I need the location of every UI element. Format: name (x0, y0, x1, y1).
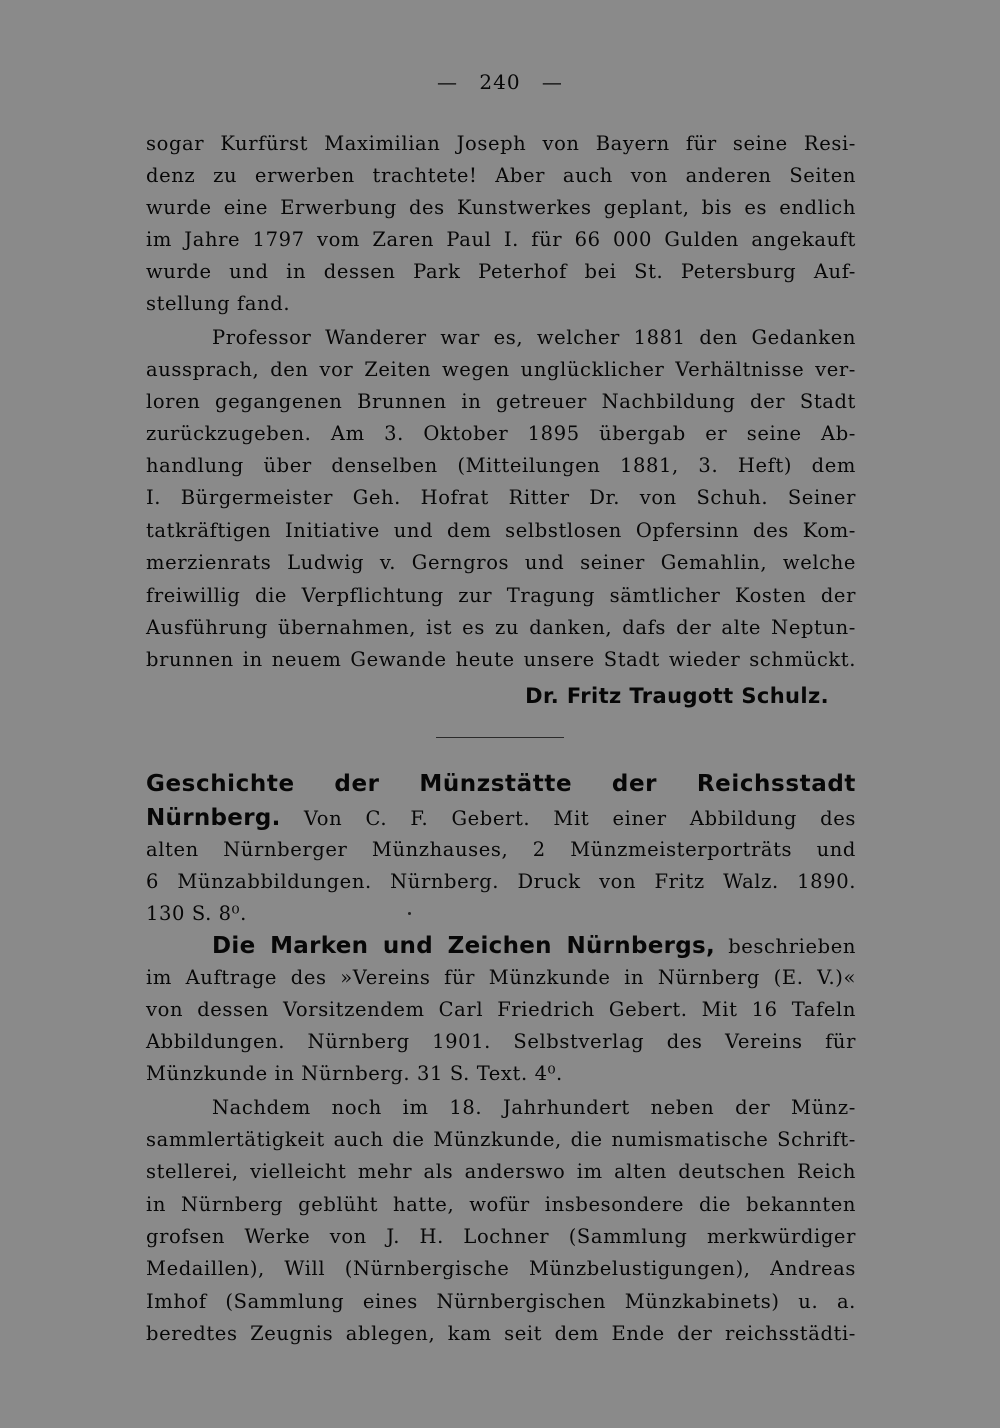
body-line: loren gegangenen Brunnen in getreuer Nachbildung der Stadt (146, 390, 856, 413)
author-signature: Dr. Fritz Traugott Schulz. (525, 684, 829, 708)
body-line: wurde eine Erwerbung des Kunstwerkes geplant, bis es endlich (146, 196, 856, 219)
body-line: denz zu erwerben trachtete! Aber auch von anderen Seiten (146, 164, 856, 187)
review-title: Die Marken und Zeichen Nürnbergs, (212, 933, 716, 959)
body-line: tatkräftigen Initiative und dem selbstlosen Opfersinn des Kom- (146, 519, 856, 542)
citation-line: Abbildungen. Nürnberg 1901. Selbstverlag des Vereins für (146, 1030, 856, 1053)
body-line: stellerei, vielleicht mehr als anderswo im alten deutschen Reich (146, 1160, 856, 1183)
review-title-continuation (146, 800, 856, 836)
review-title-rest: beschrieben (728, 935, 856, 958)
body-line: Imhof (Sammlung eines Nürnbergischen Münzkabinets) u. a. (146, 1290, 856, 1313)
body-line: Nachdem noch im 18. Jahrhundert neben der Münz- (212, 1096, 856, 1119)
citation-line: im Auftrage des »Vereins für Münzkunde in Nürnberg (E. V.)« (146, 966, 856, 989)
body-line: merzienrats Ludwig v. Gerngros und seiner Gemahlin, welche (146, 551, 856, 574)
page-number: — 240 — (437, 70, 563, 94)
citation-line: von dessen Vorsitzendem Carl Friedrich Gebert. Mit 16 Tafeln (146, 998, 856, 1021)
review-title: Geschichte der Münzstätte der Reichsstadt (146, 771, 856, 797)
body-line: zurückzugeben. Am 3. Oktober 1895 übergab er seine Ab- (146, 422, 856, 445)
section-divider (436, 737, 564, 738)
body-line: wurde und in dessen Park Peterhof bei St. Petersburg Auf- (146, 260, 856, 283)
citation-line: 130 S. 8⁰. (146, 902, 247, 925)
body-line: im Jahre 1797 vom Zaren Paul I. für 66 000 Gulden angekauft (146, 228, 856, 251)
review-citation: Von C. F. Gebert. Mit einer Abbildung des (303, 807, 856, 830)
body-line: handlung über denselben (Mitteilungen 1881, 3. Heft) dem (146, 454, 856, 477)
body-line: sogar Kurfürst Maximilian Joseph von Bayern für seine Resi- (146, 132, 856, 155)
body-line: beredtes Zeugnis ablegen, kam seit dem Ende der reichsstädti- (146, 1322, 856, 1345)
body-line: Ausführung übernahmen, ist es zu danken, dafs der alte Neptun- (146, 616, 856, 639)
review-title-line (212, 928, 856, 964)
body-line: grofsen Werke von J. H. Lochner (Sammlung merkwürdiger (146, 1225, 856, 1248)
body-line: Professor Wanderer war es, welcher 1881 den Gedanken (212, 326, 856, 349)
body-line: aussprach, den vor Zeiten wegen unglücklicher Verhältnisse ver- (146, 358, 856, 381)
citation-line: 6 Münzabbildungen. Nürnberg. Druck von Fritz Walz. 1890. (146, 870, 856, 893)
body-line: sammlertätigkeit auch die Münzkunde, die numismatische Schrift- (146, 1128, 856, 1151)
body-line: I. Bürgermeister Geh. Hofrat Ritter Dr. von Schuh. Seiner (146, 486, 856, 509)
citation-line: Münzkunde in Nürnberg. 31 S. Text. 4⁰. (146, 1062, 563, 1085)
review-title-end: Nürnberg. (146, 805, 281, 831)
body-line: Medaillen), Will (Nürnbergische Münzbelustigungen), Andreas (146, 1257, 856, 1280)
body-line: freiwillig die Verpflichtung zur Tragung sämtlicher Kosten der (146, 584, 856, 607)
body-line: stellung fand. (146, 292, 291, 315)
body-line: in Nürnberg geblüht hatte, wofür insbesondere die bekannten (146, 1193, 856, 1216)
citation-line: alten Nürnberger Münzhauses, 2 Münzmeisterporträts und (146, 838, 856, 861)
body-line: brunnen in neuem Gewande heute unsere Stadt wieder schmückt. (146, 648, 856, 671)
print-speck (408, 912, 411, 915)
